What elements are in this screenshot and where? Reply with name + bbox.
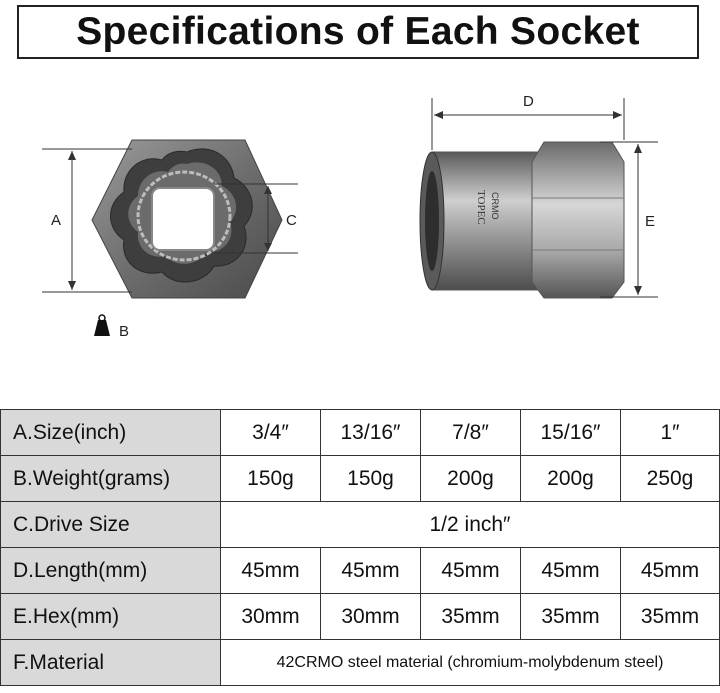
table-row-material <box>1 640 720 686</box>
socket-marking-2: CRMO <box>490 192 500 220</box>
spec-table <box>0 409 720 686</box>
table-cell: 250g <box>621 456 720 502</box>
row-header: B.Weight(grams) <box>1 456 221 502</box>
socket-marking-1: TOPEC <box>475 190 487 225</box>
table-cell: 15/16″ <box>521 410 621 456</box>
table-row-hex <box>1 594 720 640</box>
label-b: B <box>119 323 130 340</box>
label-e: E <box>645 213 656 230</box>
weight-icon <box>94 320 110 336</box>
socket-diagram <box>0 70 720 370</box>
table-cell-merged: 1/2 inch″ <box>221 502 720 548</box>
table-cell: 150g <box>221 456 321 502</box>
label-d: D <box>523 93 534 110</box>
table-row-length <box>1 548 720 594</box>
table-cell: 200g <box>421 456 521 502</box>
table-cell: 1″ <box>621 410 720 456</box>
row-header: F.Material <box>1 640 221 686</box>
page-title: Specifications of Each Socket <box>76 10 640 53</box>
table-row-drive-size <box>1 502 720 548</box>
label-a: A <box>51 212 62 229</box>
table-cell: 35mm <box>621 594 720 640</box>
table-cell: 7/8″ <box>421 410 521 456</box>
table-cell: 45mm <box>421 548 521 594</box>
table-cell: 35mm <box>421 594 521 640</box>
socket-side-view <box>420 93 658 298</box>
table-cell: 3/4″ <box>221 410 321 456</box>
table-cell: 13/16″ <box>321 410 421 456</box>
row-header: C.Drive Size <box>1 502 221 548</box>
table-cell: 150g <box>321 456 421 502</box>
table-cell: 45mm <box>621 548 720 594</box>
table-row-size <box>1 410 720 456</box>
row-header: A.Size(inch) <box>1 410 221 456</box>
label-c: C <box>286 212 297 229</box>
table-cell: 45mm <box>521 548 621 594</box>
title-box <box>17 5 699 59</box>
socket-front-view <box>42 140 298 340</box>
row-header: E.Hex(mm) <box>1 594 221 640</box>
table-cell: 30mm <box>321 594 421 640</box>
table-row-weight <box>1 456 720 502</box>
table-cell: 45mm <box>321 548 421 594</box>
table-cell: 45mm <box>221 548 321 594</box>
table-cell-merged: 42CRMO steel material (chromium-molybdenum steel) <box>221 640 720 686</box>
table-cell: 200g <box>521 456 621 502</box>
row-header: D.Length(mm) <box>1 548 221 594</box>
table-cell: 30mm <box>221 594 321 640</box>
table-cell: 35mm <box>521 594 621 640</box>
